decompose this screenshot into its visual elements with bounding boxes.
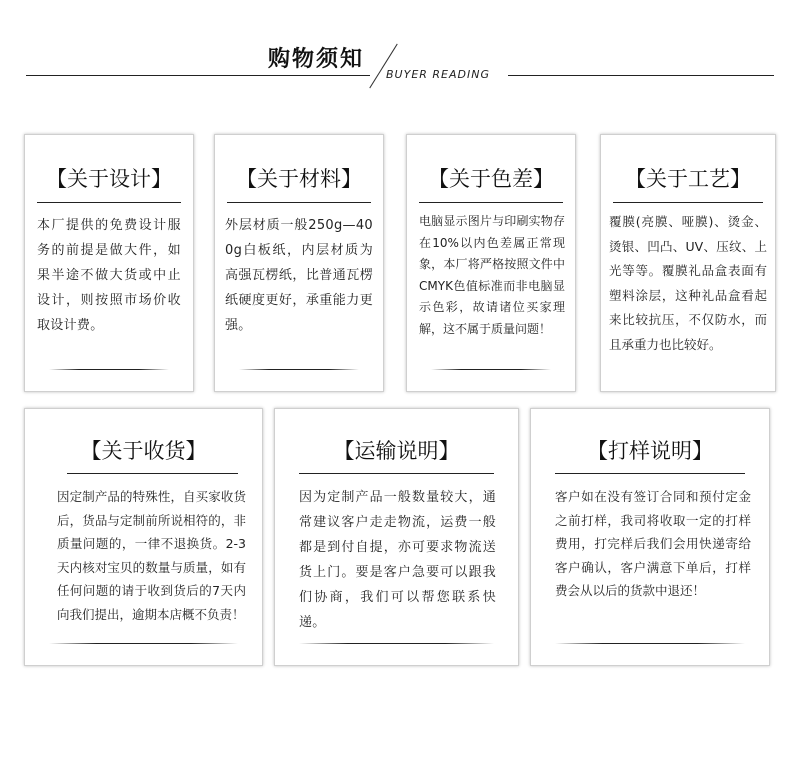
card-body: 客户如在没有签订合同和预付定金之前打样，我司将收取一定的打样费用，打完样后我们会用快递寄给客户确认，客户满意下单后，打样费会从以后的货款中退还！ bbox=[555, 489, 751, 598]
card-shipping bbox=[274, 408, 519, 666]
card-title: 【关于收货】 bbox=[80, 439, 207, 463]
header-slash-divider bbox=[369, 44, 397, 89]
card-divider-top bbox=[299, 473, 494, 474]
header-line-left bbox=[26, 75, 370, 76]
card-divider-bottom bbox=[299, 643, 494, 644]
card-divider-top bbox=[555, 473, 745, 474]
card-divider-bottom bbox=[49, 369, 169, 370]
card-divider-top bbox=[613, 202, 763, 203]
card-divider-bottom bbox=[49, 643, 238, 644]
card-title: 【打样说明】 bbox=[587, 439, 713, 463]
card-divider-top bbox=[37, 202, 181, 203]
card-body: 电脑显示图片与印刷实物存在10%以内色差属正常现象，本厂将严格按照文件中CMYK色值标准而非电脑显示色彩，故请诸位买家理解，这不属于质量问题！ bbox=[419, 214, 565, 336]
card-body: 本厂提供的免费设计服务的前提是做大件，如果半途不做大货或中止设计，则按照市场价收取设计费。 bbox=[37, 218, 181, 333]
page-subtitle: BUYER READING bbox=[386, 68, 490, 81]
card-sampling bbox=[530, 408, 770, 666]
card-design bbox=[24, 134, 194, 392]
card-title: 【关于工艺】 bbox=[625, 167, 751, 191]
page-header bbox=[0, 0, 800, 100]
card-body: 因为定制产品一般数量较大，通常建议客户走走物流，运费一般都是到付自提，亦可要求物流送货上门。要是客户急要可以跟我们协商，我们可以帮您联系快递。 bbox=[299, 490, 496, 630]
card-title: 【关于色差】 bbox=[428, 167, 554, 191]
card-body: 外层材质一般250g—400g白板纸，内层材质为高强瓦楞纸，比普通瓦楞纸硬度更好，承重能力更强。 bbox=[225, 218, 373, 333]
card-title: 【运输说明】 bbox=[333, 439, 460, 463]
header-line-right bbox=[508, 75, 774, 76]
card-divider-bottom bbox=[239, 369, 359, 370]
card-material bbox=[214, 134, 384, 392]
card-color-difference bbox=[406, 134, 576, 392]
card-divider-bottom bbox=[555, 643, 745, 644]
card-title: 【关于材料】 bbox=[236, 167, 362, 191]
card-divider-top bbox=[419, 202, 563, 203]
card-divider-bottom bbox=[431, 369, 551, 370]
page-title: 购物须知 bbox=[268, 47, 365, 72]
card-divider-top bbox=[67, 473, 238, 474]
card-title: 【关于设计】 bbox=[46, 167, 172, 191]
card-body: 覆膜(亮膜、哑膜)、烫金、烫银、凹凸、UV、压纹、上光等等。覆膜礼品盒表面有塑料涂层，这种礼品盒看起来比较抗压，不仅防水，而且承重力也比较好。 bbox=[609, 214, 767, 352]
card-body: 因定制产品的特殊性，自买家收货后，货品与定制前所说相符的，非质量问题的，一律不退换货。2-3天内核对宝贝的数量与质量，如有任何问题的请于收到货后的7天内向我们提出，逾期本店概不负责！ bbox=[57, 489, 246, 622]
card-divider-top bbox=[227, 202, 371, 203]
card-craft bbox=[600, 134, 776, 392]
card-receiving bbox=[24, 408, 263, 666]
